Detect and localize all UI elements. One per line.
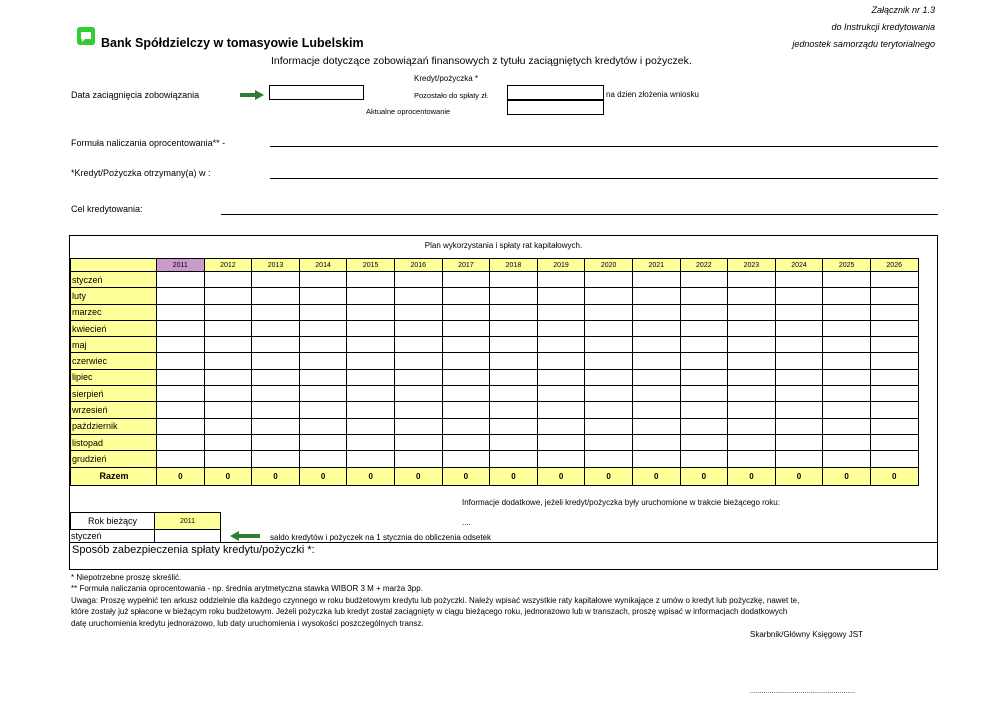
- plan-cell[interactable]: [775, 402, 823, 418]
- total-cell: 0: [585, 467, 633, 485]
- plan-cell[interactable]: [490, 402, 538, 418]
- plan-cell[interactable]: [442, 320, 490, 336]
- total-cell: 0: [537, 467, 585, 485]
- plan-cell[interactable]: [632, 337, 680, 353]
- plan-cell[interactable]: [347, 369, 395, 385]
- plan-cell[interactable]: [299, 369, 347, 385]
- plan-cell[interactable]: [728, 288, 776, 304]
- formula-field[interactable]: [270, 146, 938, 147]
- total-cell: 0: [728, 467, 776, 485]
- total-cell: 0: [157, 467, 205, 485]
- signature-line[interactable]: ......................................................: [750, 688, 856, 695]
- total-cell: 0: [870, 467, 918, 485]
- arrow-right-icon: [240, 90, 264, 100]
- plan-cell[interactable]: [394, 272, 442, 288]
- table-row: [71, 353, 919, 369]
- plan-cell[interactable]: [299, 353, 347, 369]
- plan-cell[interactable]: [632, 288, 680, 304]
- plan-cell[interactable]: [204, 418, 252, 434]
- plan-cell[interactable]: [347, 337, 395, 353]
- plan-cell[interactable]: [728, 369, 776, 385]
- table-row: [71, 434, 919, 450]
- plan-cell[interactable]: [490, 353, 538, 369]
- total-cell: 0: [632, 467, 680, 485]
- plan-cell[interactable]: [632, 272, 680, 288]
- plan-title: Plan wykorzystania i spłaty rat kapitałowych.: [424, 241, 583, 250]
- month-label: grudzień: [71, 451, 157, 467]
- plan-cell[interactable]: [347, 451, 395, 467]
- plan-cell[interactable]: [490, 386, 538, 402]
- month-label: czerwiec: [71, 353, 157, 369]
- year-header-2023: 2023: [728, 259, 776, 272]
- plan-cell[interactable]: [632, 451, 680, 467]
- plan-cell[interactable]: [537, 434, 585, 450]
- plan-cell[interactable]: [585, 434, 633, 450]
- plan-cell[interactable]: [442, 288, 490, 304]
- total-label: Razem: [71, 467, 157, 485]
- plan-cell[interactable]: [347, 418, 395, 434]
- plan-cell[interactable]: [442, 304, 490, 320]
- plan-cell[interactable]: [157, 402, 205, 418]
- plan-cell[interactable]: [537, 418, 585, 434]
- plan-cell[interactable]: [680, 320, 728, 336]
- plan-cell[interactable]: [537, 320, 585, 336]
- plan-cell[interactable]: [728, 402, 776, 418]
- plan-cell[interactable]: [585, 418, 633, 434]
- interest-label: Aktualne oprocentowanie: [366, 107, 451, 116]
- total-cell: 0: [680, 467, 728, 485]
- instruction-line-1: do Instrukcji kredytowania: [831, 22, 935, 32]
- plan-cell[interactable]: [728, 451, 776, 467]
- january-balance-input[interactable]: [154, 529, 221, 543]
- plan-cell[interactable]: [775, 434, 823, 450]
- instruction-line-2: jednostek samorządu terytorialnego: [792, 39, 935, 49]
- year-header-2014: 2014: [299, 259, 347, 272]
- plan-cell[interactable]: [490, 418, 538, 434]
- plan-cell[interactable]: [823, 304, 871, 320]
- plan-cell[interactable]: [870, 418, 918, 434]
- plan-cell[interactable]: [632, 369, 680, 385]
- plan-cell[interactable]: [204, 369, 252, 385]
- table-row: [71, 451, 919, 467]
- plan-cell[interactable]: [252, 320, 300, 336]
- plan-cell[interactable]: [442, 418, 490, 434]
- month-label: marzec: [71, 304, 157, 320]
- month-label: listopad: [71, 434, 157, 450]
- plan-cell[interactable]: [632, 402, 680, 418]
- plan-cell[interactable]: [204, 386, 252, 402]
- plan-cell[interactable]: [870, 288, 918, 304]
- plan-cell[interactable]: [585, 451, 633, 467]
- plan-cell[interactable]: [394, 369, 442, 385]
- year-header-2017: 2017: [442, 259, 490, 272]
- plan-cell[interactable]: [823, 434, 871, 450]
- plan-cell[interactable]: [823, 402, 871, 418]
- plan-cell[interactable]: [347, 386, 395, 402]
- repayment-plan: [69, 235, 938, 570]
- plan-cell[interactable]: [823, 320, 871, 336]
- plan-cell[interactable]: [870, 451, 918, 467]
- date-label: Data zaciągnięcia zobowiązania: [71, 90, 200, 100]
- current-year-value: 2011: [154, 512, 221, 530]
- plan-cell[interactable]: [870, 353, 918, 369]
- plan-cell[interactable]: [204, 272, 252, 288]
- plan-cell[interactable]: [490, 337, 538, 353]
- note-line-1: Uwaga: Proszę wypełnić ten arkusz oddzielnie dla każdego czynnego w roku budżetowym kredytu lub pożyczki. Należy wpisać wszystkie raty kapitałowe wynikające z umów o kredyt lub pożyczkę, nawet te,: [71, 596, 800, 605]
- plan-cell[interactable]: [157, 320, 205, 336]
- form-title: Informacje dotyczące zobowiązań finansowych z tytułu zaciągniętych kredytów i pożyczek.: [271, 55, 692, 67]
- received-field[interactable]: [270, 178, 938, 179]
- year-header-2015: 2015: [347, 259, 395, 272]
- plan-cell[interactable]: [870, 337, 918, 353]
- plan-cell[interactable]: [442, 369, 490, 385]
- plan-cell[interactable]: [537, 369, 585, 385]
- total-cell: 0: [775, 467, 823, 485]
- remaining-input[interactable]: [507, 85, 604, 100]
- month-label: luty: [71, 288, 157, 304]
- plan-cell[interactable]: [680, 386, 728, 402]
- arrow-left-icon: [230, 531, 260, 541]
- plan-cell[interactable]: [394, 304, 442, 320]
- plan-cell[interactable]: [299, 320, 347, 336]
- plan-cell[interactable]: [870, 272, 918, 288]
- plan-cell[interactable]: [157, 353, 205, 369]
- total-cell: 0: [347, 467, 395, 485]
- plan-cell[interactable]: [442, 451, 490, 467]
- plan-cell[interactable]: [204, 402, 252, 418]
- plan-cell[interactable]: [870, 369, 918, 385]
- plan-cell[interactable]: [204, 288, 252, 304]
- plan-cell[interactable]: [537, 386, 585, 402]
- plan-cell[interactable]: [204, 337, 252, 353]
- month-label: kwiecień: [71, 320, 157, 336]
- year-header-2020: 2020: [585, 259, 633, 272]
- date-input[interactable]: [269, 85, 364, 100]
- footnote-2: ** Formuła naliczania oprocentowania - np. średnia arytmetyczna stawka WIBOR 3 M + marża 3pp.: [71, 584, 423, 593]
- plan-cell[interactable]: [823, 451, 871, 467]
- plan-cell[interactable]: [299, 386, 347, 402]
- credit-type-label: Kredyt/pożyczka *: [414, 74, 479, 83]
- plan-cell[interactable]: [299, 451, 347, 467]
- plan-cell[interactable]: [775, 353, 823, 369]
- plan-cell[interactable]: [394, 418, 442, 434]
- total-cell: 0: [394, 467, 442, 485]
- security-label: Sposób zabezpieczenia spłaty kredytu/pożyczki *:: [72, 544, 315, 556]
- plan-cell[interactable]: [680, 418, 728, 434]
- total-row: [71, 467, 919, 485]
- plan-cell[interactable]: [775, 304, 823, 320]
- plan-cell[interactable]: [585, 386, 633, 402]
- bank-logo-icon: [76, 26, 96, 46]
- balance-note: saldo kredytów i pożyczek na 1 stycznia do obliczenia odsetek: [270, 533, 492, 542]
- plan-cell[interactable]: [680, 353, 728, 369]
- total-cell: 0: [204, 467, 252, 485]
- plan-cell[interactable]: [490, 304, 538, 320]
- plan-cell[interactable]: [252, 451, 300, 467]
- plan-cell[interactable]: [490, 434, 538, 450]
- additional-dots: ....: [462, 518, 471, 527]
- year-header-2013: 2013: [252, 259, 300, 272]
- plan-cell[interactable]: [394, 402, 442, 418]
- plan-cell[interactable]: [394, 337, 442, 353]
- plan-cell[interactable]: [347, 320, 395, 336]
- plan-cell[interactable]: [394, 288, 442, 304]
- plan-cell[interactable]: [442, 272, 490, 288]
- note-line-3: datę uruchomienia kredytu jednorazowo, lub daty uruchomienia i wysokości poszczególnych transz.: [71, 619, 424, 628]
- plan-cell[interactable]: [394, 386, 442, 402]
- plan-cell[interactable]: [252, 434, 300, 450]
- plan-cell[interactable]: [632, 386, 680, 402]
- remaining-label: Pozostało do spłaty zł.: [414, 91, 489, 100]
- plan-cell[interactable]: [632, 434, 680, 450]
- plan-cell[interactable]: [537, 304, 585, 320]
- plan-cell[interactable]: [490, 272, 538, 288]
- plan-cell[interactable]: [680, 272, 728, 288]
- plan-cell[interactable]: [728, 337, 776, 353]
- plan-cell[interactable]: [537, 288, 585, 304]
- plan-cell[interactable]: [347, 353, 395, 369]
- plan-cell[interactable]: [823, 337, 871, 353]
- plan-cell[interactable]: [299, 402, 347, 418]
- plan-cell[interactable]: [299, 304, 347, 320]
- plan-cell[interactable]: [394, 353, 442, 369]
- plan-cell[interactable]: [204, 353, 252, 369]
- plan-cell[interactable]: [775, 418, 823, 434]
- plan-cell[interactable]: [394, 451, 442, 467]
- plan-cell[interactable]: [252, 418, 300, 434]
- bank-name: Bank Spółdzielczy w tomasyowie Lubelskim: [101, 36, 364, 50]
- plan-cell[interactable]: [490, 369, 538, 385]
- plan-cell[interactable]: [680, 288, 728, 304]
- plan-cell[interactable]: [252, 288, 300, 304]
- year-header-2011: 2011: [157, 259, 205, 272]
- plan-cell[interactable]: [823, 418, 871, 434]
- plan-cell[interactable]: [680, 402, 728, 418]
- year-header-2016: 2016: [394, 259, 442, 272]
- plan-cell[interactable]: [537, 272, 585, 288]
- interest-input[interactable]: [507, 100, 604, 115]
- plan-cell[interactable]: [632, 304, 680, 320]
- plan-cell[interactable]: [490, 451, 538, 467]
- plan-cell[interactable]: [157, 434, 205, 450]
- received-label: *Kredyt/Pożyczka otrzymany(a) w :: [71, 168, 211, 178]
- plan-cell[interactable]: [585, 272, 633, 288]
- table-row: [71, 288, 919, 304]
- table-row: [71, 272, 919, 288]
- total-cell: 0: [252, 467, 300, 485]
- plan-cell[interactable]: [490, 320, 538, 336]
- year-header-2024: 2024: [775, 259, 823, 272]
- plan-cell[interactable]: [347, 402, 395, 418]
- plan-cell[interactable]: [775, 320, 823, 336]
- plan-cell[interactable]: [728, 418, 776, 434]
- plan-cell[interactable]: [252, 402, 300, 418]
- plan-cell[interactable]: [299, 337, 347, 353]
- plan-cell[interactable]: [680, 369, 728, 385]
- table-row: [71, 369, 919, 385]
- plan-cell[interactable]: [157, 451, 205, 467]
- plan-cell[interactable]: [204, 320, 252, 336]
- plan-grid: [70, 258, 919, 486]
- year-header-2026: 2026: [870, 259, 918, 272]
- month-label: lipiec: [71, 369, 157, 385]
- plan-cell[interactable]: [823, 369, 871, 385]
- plan-cell[interactable]: [204, 451, 252, 467]
- year-header-blank: [71, 259, 157, 272]
- plan-cell[interactable]: [775, 337, 823, 353]
- plan-cell[interactable]: [442, 402, 490, 418]
- plan-cell[interactable]: [537, 353, 585, 369]
- plan-cell[interactable]: [585, 337, 633, 353]
- plan-cell[interactable]: [680, 434, 728, 450]
- plan-cell[interactable]: [252, 386, 300, 402]
- plan-cell[interactable]: [728, 353, 776, 369]
- plan-cell[interactable]: [347, 272, 395, 288]
- plan-cell[interactable]: [728, 434, 776, 450]
- plan-cell[interactable]: [252, 353, 300, 369]
- plan-cell[interactable]: [632, 418, 680, 434]
- plan-cell[interactable]: [775, 451, 823, 467]
- total-cell: 0: [299, 467, 347, 485]
- remaining-suffix: na dzien złożenia wniosku: [606, 90, 699, 99]
- purpose-field[interactable]: [221, 214, 938, 215]
- plan-cell[interactable]: [204, 304, 252, 320]
- plan-cell[interactable]: [728, 272, 776, 288]
- month-label: wrzesień: [71, 402, 157, 418]
- plan-cell[interactable]: [157, 272, 205, 288]
- plan-cell[interactable]: [585, 288, 633, 304]
- signature-title: Skarbnik/Główny Księgowy JST: [750, 630, 863, 639]
- plan-cell[interactable]: [585, 369, 633, 385]
- plan-cell[interactable]: [728, 320, 776, 336]
- month-label: styczeń: [71, 272, 157, 288]
- plan-cell[interactable]: [680, 451, 728, 467]
- plan-cell[interactable]: [252, 337, 300, 353]
- attachment-number: Załącznik nr 1.3: [871, 5, 935, 15]
- month-label: sierpień: [71, 386, 157, 402]
- plan-cell[interactable]: [585, 353, 633, 369]
- footnote-1: * Niepotrzebne proszę skreślić.: [71, 573, 182, 582]
- plan-cell[interactable]: [252, 304, 300, 320]
- plan-cell[interactable]: [252, 272, 300, 288]
- plan-cell[interactable]: [823, 353, 871, 369]
- plan-cell[interactable]: [537, 402, 585, 418]
- plan-cell[interactable]: [537, 337, 585, 353]
- plan-cell[interactable]: [870, 386, 918, 402]
- plan-cell[interactable]: [157, 304, 205, 320]
- plan-cell[interactable]: [347, 304, 395, 320]
- year-header-2018: 2018: [490, 259, 538, 272]
- plan-cell[interactable]: [823, 272, 871, 288]
- plan-cell[interactable]: [870, 320, 918, 336]
- additional-info: Informacje dodatkowe, jeżeli kredyt/pożyczka były uruchomione w trakcie bieżącego roku:: [462, 498, 780, 507]
- plan-cell[interactable]: [775, 369, 823, 385]
- plan-cell[interactable]: [585, 320, 633, 336]
- plan-cell[interactable]: [775, 288, 823, 304]
- plan-cell[interactable]: [823, 288, 871, 304]
- plan-cell[interactable]: [442, 434, 490, 450]
- plan-cell[interactable]: [347, 288, 395, 304]
- total-cell: 0: [823, 467, 871, 485]
- plan-cell[interactable]: [157, 337, 205, 353]
- plan-cell[interactable]: [299, 434, 347, 450]
- note-line-2: które zostały już spłacone w bieżącym roku budżetowym. Jeżeli pożyczka lub kredyt został zaciągnięty w ciągu bieżącego roku, jednorazowo lub w transzach, proszę wpisać w informacjach dodatkowych: [71, 607, 788, 616]
- plan-cell[interactable]: [204, 434, 252, 450]
- plan-cell[interactable]: [680, 304, 728, 320]
- year-header-2019: 2019: [537, 259, 585, 272]
- january-label: styczeń: [70, 529, 155, 543]
- plan-cell[interactable]: [585, 402, 633, 418]
- plan-cell[interactable]: [394, 320, 442, 336]
- plan-cell[interactable]: [775, 386, 823, 402]
- plan-cell[interactable]: [870, 304, 918, 320]
- month-label: maj: [71, 337, 157, 353]
- plan-cell[interactable]: [823, 386, 871, 402]
- plan-cell[interactable]: [728, 386, 776, 402]
- plan-cell[interactable]: [157, 369, 205, 385]
- plan-cell[interactable]: [157, 418, 205, 434]
- formula-label: Formuła naliczania oprocentowania** -: [71, 138, 226, 148]
- plan-cell[interactable]: [632, 320, 680, 336]
- plan-cell[interactable]: [585, 304, 633, 320]
- plan-cell[interactable]: [870, 434, 918, 450]
- table-row: [71, 418, 919, 434]
- plan-cell[interactable]: [299, 288, 347, 304]
- plan-cell[interactable]: [299, 418, 347, 434]
- plan-cell[interactable]: [442, 337, 490, 353]
- total-cell: 0: [442, 467, 490, 485]
- plan-cell[interactable]: [870, 402, 918, 418]
- year-header-2012: 2012: [204, 259, 252, 272]
- table-row: [71, 320, 919, 336]
- plan-cell[interactable]: [252, 369, 300, 385]
- plan-cell[interactable]: [157, 288, 205, 304]
- month-label: październik: [71, 418, 157, 434]
- plan-cell[interactable]: [442, 386, 490, 402]
- plan-cell[interactable]: [537, 451, 585, 467]
- plan-cell[interactable]: [490, 288, 538, 304]
- plan-cell[interactable]: [299, 272, 347, 288]
- table-row: [71, 304, 919, 320]
- plan-cell[interactable]: [775, 272, 823, 288]
- plan-cell[interactable]: [680, 337, 728, 353]
- plan-cell[interactable]: [442, 353, 490, 369]
- current-year-label: Rok bieżący: [70, 512, 155, 530]
- year-header-2022: 2022: [680, 259, 728, 272]
- purpose-label: Cel kredytowania:: [71, 204, 143, 214]
- table-row: [71, 402, 919, 418]
- plan-cell[interactable]: [157, 386, 205, 402]
- divider: [70, 542, 937, 543]
- plan-cell[interactable]: [728, 304, 776, 320]
- year-header-2021: 2021: [632, 259, 680, 272]
- year-header-2025: 2025: [823, 259, 871, 272]
- total-cell: 0: [490, 467, 538, 485]
- table-row: [71, 337, 919, 353]
- plan-cell[interactable]: [347, 434, 395, 450]
- table-row: [71, 386, 919, 402]
- plan-cell[interactable]: [632, 353, 680, 369]
- plan-cell[interactable]: [394, 434, 442, 450]
